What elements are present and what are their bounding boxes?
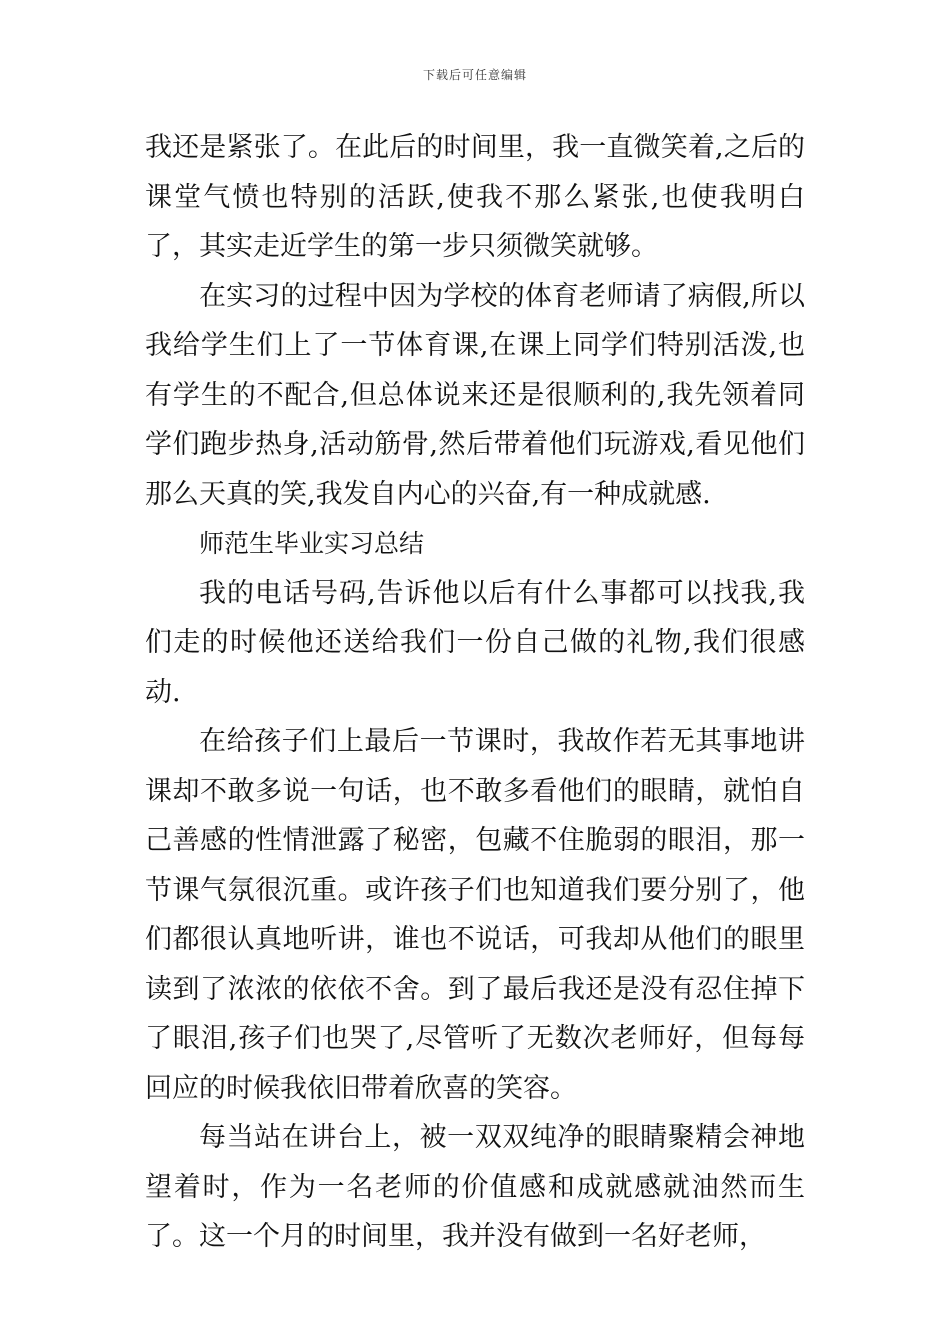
paragraph-3: 我的电话号码,告诉他以后有什么事都可以找我,我们走的时候他还送给我们一份自己做的礼物,我们很感动. <box>145 577 805 708</box>
paragraph-5: 每当站在讲台上，被一双双纯净的眼睛聚精会神地望着时，作为一名老师的价值感和成就感就油然而生了。这一个月的时间里，我并没有做到一名好老师， <box>145 1122 805 1252</box>
paragraph-2: 在实习的过程中因为学校的体育老师请了病假,所以我给学生们上了一节体育课,在课上同学们特别活泼,也有学生的不配合,但总体说来还是很顺利的,我先领着同学们跑步热身,活动筋骨,然后带着他们玩游戏,看见他们那么天真的笑,我发自内心的兴奋,有一种成就感. <box>145 280 805 510</box>
document-body <box>145 123 805 1262</box>
section-title: 师范生毕业实习总结 <box>199 529 425 558</box>
page-header-note: 下载后可任意编辑 <box>422 68 527 82</box>
paragraph-1: 我还是紧张了。在此后的时间里，我一直微笑着,之后的课堂气愤也特别的活跃,使我不那么紧张,也使我明白了，其实走近学生的第一步只须微笑就够。 <box>145 132 805 262</box>
paragraph-4: 在给孩子们上最后一节课时，我故作若无其事地讲课却不敢多说一句话，也不敢多看他们的眼睛，就怕自己善感的性情泄露了秘密，包藏不住脆弱的眼泪，那一节课气氛很沉重。或许孩子们也知道我们要分别了，他们都很认真地听讲，谁也不说话，可我却从他们的眼里读到了浓浓的依依不舍。到了最后我还是没有忍住掉下了眼泪,孩子们也哭了,尽管听了无数次老师好，但每每回应的时候我依旧带着欣喜的笑容。 <box>145 726 805 1104</box>
